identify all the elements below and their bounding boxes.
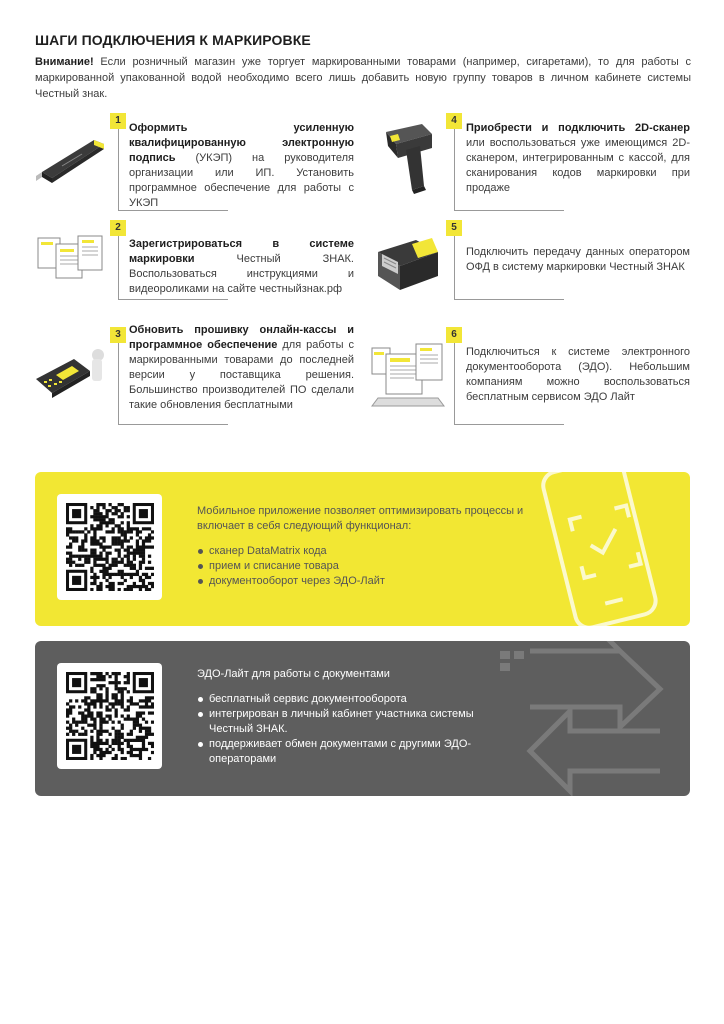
- step-6-text: [466, 345, 690, 405]
- exchange-arrows-icon: [500, 641, 690, 796]
- mobile-app-panel: [35, 472, 690, 626]
- step-3-title: Обновить прошивку онлайн-кассы и программное обеспечение: [129, 324, 354, 351]
- step-5-divider: [454, 236, 455, 300]
- step-3-divider: [118, 343, 119, 425]
- step-2-divider: [118, 236, 119, 300]
- page-title: ШАГИ ПОДКЛЮЧЕНИЯ К МАРКИРОВКЕ: [35, 32, 311, 48]
- feature-item: документооборот через ЭДО-Лайт: [197, 574, 567, 589]
- step-6-description: Подключиться к системе электронного документооборота (ЭДО). Небольшим компаниям можно воспользоваться бесплатным сервисом ЭДО Лайт: [466, 346, 690, 403]
- step-1-divider: [118, 129, 119, 211]
- step-1-title: Оформить усиленную квалифицированную электронную подпись: [129, 122, 354, 164]
- feature-item: сканер DataMatrix кода: [197, 544, 567, 559]
- step-2-description: Честный ЗНАК. Воспользоваться инструкциями и видеороликами на сайте честныйзнак.рф: [129, 253, 354, 295]
- step-5-text: [466, 245, 690, 275]
- step-4-text: [466, 121, 690, 196]
- feature-item: поддерживает обмен документами с другими ЭДО-операторами: [197, 737, 497, 767]
- payment-terminal-icon: [34, 345, 114, 415]
- step-4-number: 4: [446, 113, 462, 129]
- step-1-number: 1: [110, 113, 126, 129]
- intro-paragraph: [35, 54, 691, 102]
- intro-warning: Внимание!: [35, 56, 94, 68]
- intro-text: Если розничный магазин уже торгует маркированными товарами (например, сигаретами), то для работы с маркированной упакованной водой необходимо всего лишь добавить новую группу товаров в личном кабинете системы Честный знак.: [35, 56, 691, 100]
- feature-item: бесплатный сервис документооборота: [197, 692, 497, 707]
- step-3-description: для работы с маркированными товарами до последней версии у поставщика решения. Большинство производителей ПО сделали такие обновления бесплатными: [129, 339, 354, 411]
- edo-lite-title: ЭДО-Лайт для работы с документами: [197, 668, 390, 680]
- mobile-app-qr-code[interactable]: [57, 494, 162, 600]
- edo-lite-panel: [35, 641, 690, 796]
- step-2-title: Зарегистрироваться в системе маркировки: [129, 238, 354, 265]
- step-3-number: 3: [110, 327, 126, 343]
- step-1-text: [129, 121, 354, 211]
- step-2-number: 2: [110, 220, 126, 236]
- step-4-description: или воспользоваться уже имеющимся 2D-сканером, интегрированным с кассой, для сканирования кодов маркировки при продаже: [466, 137, 690, 194]
- laptop-documents-icon: [368, 340, 448, 410]
- usb-token-icon: [34, 128, 114, 198]
- feature-item: прием и списание товара: [197, 559, 567, 574]
- documents-icon: [34, 230, 114, 300]
- step-4-divider: [454, 129, 455, 211]
- mobile-app-feature-list: [197, 544, 567, 589]
- barcode-scanner-icon: [372, 120, 452, 190]
- step-6-number: 6: [446, 327, 462, 343]
- receipt-printer-icon: [372, 232, 452, 302]
- step-6-divider: [454, 343, 455, 425]
- edo-lite-qr-code[interactable]: [57, 663, 162, 769]
- edo-lite-description: [197, 667, 497, 767]
- step-2-text: [129, 237, 354, 297]
- step-5-description: Подключить передачу данных оператором ОФД в систему маркировки Честный ЗНАК: [466, 246, 690, 273]
- step-4-title: Приобрести и подключить 2D-сканер: [466, 122, 690, 134]
- step-1-description: (УКЭП) на руководителя организации или ИП. Установить программное обеспечение для работы с УКЭП: [129, 152, 354, 209]
- mobile-app-intro: Мобильное приложение позволяет оптимизировать процессы и включает в себя следующий функционал:: [197, 505, 524, 532]
- step-5-number: 5: [446, 220, 462, 236]
- edo-lite-feature-list: [197, 692, 497, 767]
- step-3-text: [129, 323, 354, 413]
- feature-item: интегрирован в личный кабинет участника системы Честный ЗНАК.: [197, 707, 497, 737]
- mobile-app-description: [197, 504, 567, 589]
